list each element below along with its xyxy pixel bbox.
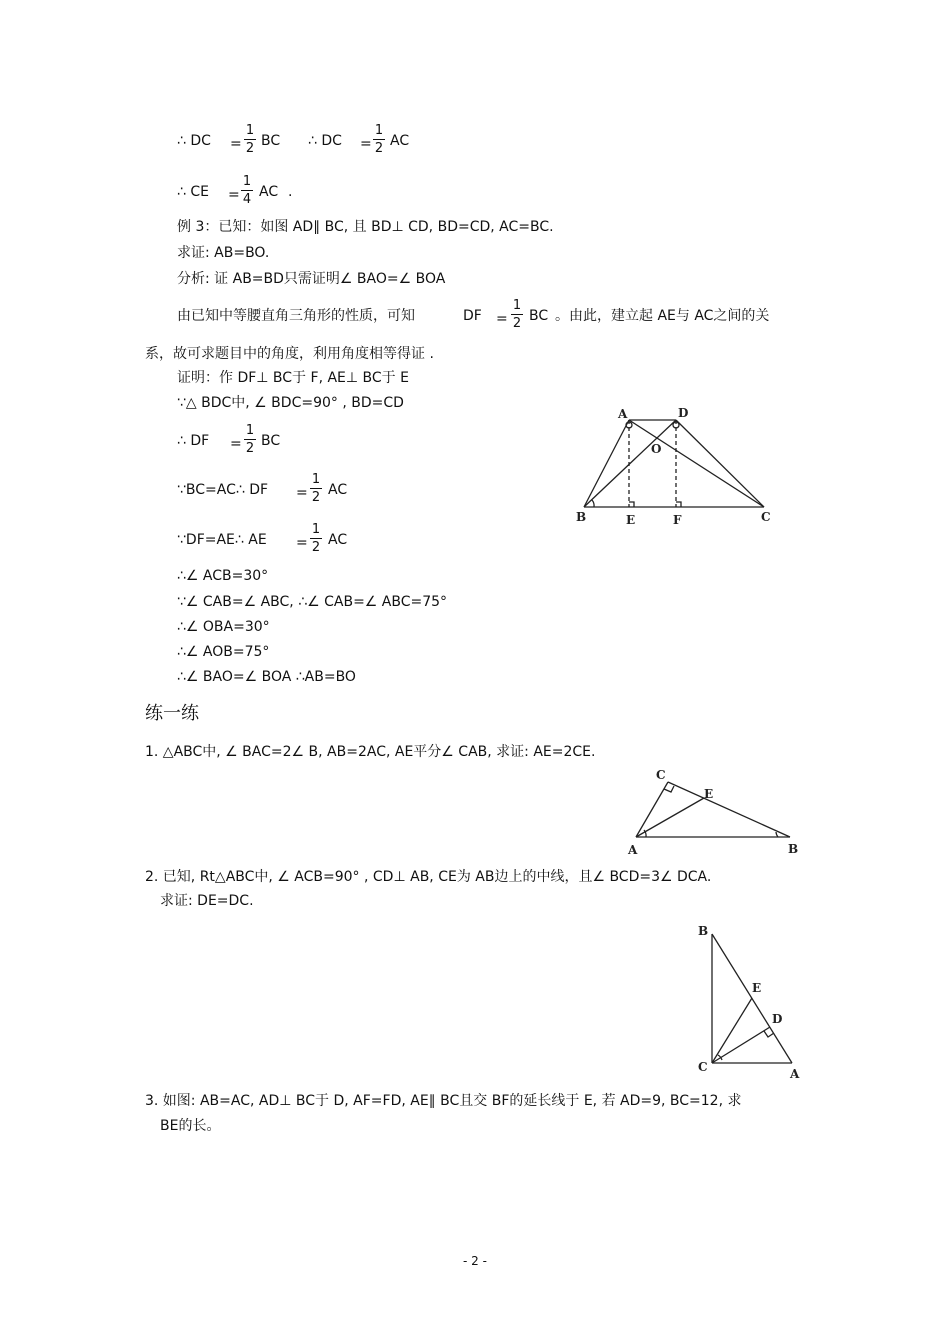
line2-eq: = [228,187,240,203]
question-3: 3. 如图: AB=AC, AD⊥ BC于 D, AF=FD, AE∥ BC且交 BF的延长线于 E, 若 AD=9, BC=12, 求 [145,1093,742,1109]
to-prove: 求证: AB=BO. [177,245,270,261]
step6: ∵∠ CAB=∠ ABC, ∴∠ CAB=∠ ABC=75° [177,594,448,610]
analysis: 分析: 证 AB=BD只需证明∠ BAO=∠ BOA [177,271,446,287]
line1-dc2: ∴ DC [308,133,342,149]
question-2-prove: 求证: DE=DC. [160,893,254,909]
figure-q1-triangle [620,762,810,862]
right-angle-e [629,502,634,507]
page-number: - 2 - [463,1254,487,1268]
label-d: D [772,1012,783,1026]
step3-ac: AC [328,482,348,498]
step3-text: ∵BC=AC∴ DF [177,482,269,498]
question-3-tail: BE的长。 [160,1118,221,1134]
para1-tail: 。由此，建立起 AE与 AC之间的关 [555,308,770,324]
label-o: O [651,442,662,456]
line1-eq2: = [360,136,372,152]
segment-bd [584,420,676,507]
step2-eq: = [230,436,242,452]
label-f: F [673,513,682,527]
step2-bc: BC [261,433,281,449]
para2: 系，故可求题目中的角度，利用角度相等得证 . [145,346,434,362]
label-c: C [656,768,666,782]
segment-ac [629,420,764,507]
label-a: A [618,407,628,421]
para1-df: DF [463,308,482,324]
step8: ∴∠ AOB=75° [177,644,270,660]
label-a: A [628,843,638,857]
label-c: C [761,510,771,524]
example3: 例 3：已知：如图 AD∥ BC, 且 BD⊥ CD, BD=CD, AC=BC. [177,219,554,235]
label-e: E [626,513,636,527]
line2-ac: AC [259,184,279,200]
line1-ac: AC [390,133,410,149]
para1-eq: = [496,311,508,327]
para1-bc: BC [529,308,549,324]
angle-mark-b [776,832,778,837]
line2-dot: . [288,184,293,200]
segment-cb [668,782,790,837]
fraction-half: $\frac{1}{2}$ [311,472,321,505]
right-angle-f [676,502,681,507]
step9: ∴∠ BAO=∠ BOA ∴AB=BO [177,669,356,685]
segment-ab [584,420,629,507]
step5: ∴∠ ACB=30° [177,568,269,584]
step3-eq: = [296,485,308,501]
segment-ac [636,782,668,837]
label-e: E [704,787,714,801]
label-d: D [678,406,689,420]
angle-mark-b [592,500,594,507]
question-2: 2. 已知, Rt△ABC中, ∠ ACB=90° , CD⊥ AB, CE为 AB边上的中线，且∠ BCD=3∠ DCA. [145,869,712,885]
fraction-quarter: $\frac{1}{4}$ [242,174,252,207]
fraction-half: $\frac{1}{2}$ [374,123,384,156]
label-e: E [752,981,762,995]
line1-dc: ∴ DC [177,133,211,149]
step4-eq: = [296,535,308,551]
question-1: 1. △ABC中, ∠ BAC=2∠ B, AB=2AC, AE平分∠ CAB, 求证: AE=2CE. [145,744,596,760]
figure-q2-triangle [690,918,810,1083]
label-b: B [698,924,709,938]
figure-trapezoid [570,400,790,530]
label-c: C [698,1060,708,1074]
segment-ae [636,798,704,837]
fraction-half: $\frac{1}{2}$ [245,123,255,156]
segment-dc [676,420,764,507]
line1-eq: = [230,136,242,152]
para1-text: 由已知中等腰直角三角形的性质，可知 [177,308,415,324]
line2-ce: ∴ CE [177,184,209,200]
fraction-half: $\frac{1}{2}$ [245,423,255,456]
step4-text: ∵DF=AE∴ AE [177,532,267,548]
step1: ∵△ BDC中, ∠ BDC=90° , BD=CD [177,395,404,411]
segment-ce [712,998,752,1063]
label-b: B [788,842,799,856]
fraction-half: $\frac{1}{2}$ [512,298,522,331]
line1-bc: BC [261,133,281,149]
proof-start: 证明：作 DF⊥ BC于 F, AE⊥ BC于 E [177,370,409,386]
label-a: A [790,1067,800,1081]
practice-heading: 练一练 [145,703,199,724]
label-b: B [576,510,587,524]
step4-ac: AC [328,532,348,548]
step2-df: ∴ DF [177,433,210,449]
fraction-half: $\frac{1}{2}$ [311,522,321,555]
step7: ∴∠ OBA=30° [177,619,270,635]
